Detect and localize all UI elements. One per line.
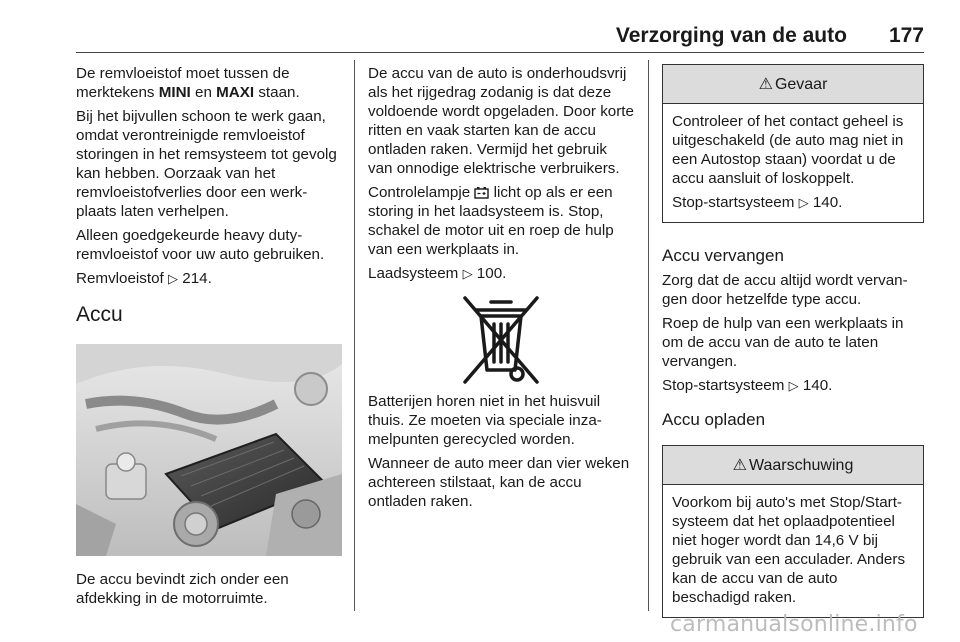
danger-box-header: ⚠ Gevaar [663,65,923,104]
reference-stop-start-1[interactable]: Stop-startsysteem ▷ 140. [672,194,843,211]
danger-box-text: Controleer of het contact geheel is uitgeschakeld (de auto mag niet in een Autostop staan) voordat u de accu aansluit of loskoppelt. [672,113,904,187]
crossed-out-wheelie-bin-icon [451,288,551,388]
paragraph-same-type: Zorg dat de accu altijd wordt vervangen door hetzelfde type accu. [662,272,908,308]
page-header [76,22,924,50]
page-reference-arrow-icon: ▷ [798,195,809,210]
column-3 [662,64,924,632]
column-divider-1 [354,60,355,611]
paragraph-maintenance-free: De accu van de auto is onderhoudsvrij als het rijgedrag zodanig is dat deze voldoende wordt opgeladen. Door korte ritten en vaak starten kan de accu ontladen raken. Vermijd het gebruik van onnodige elektrische verbruikers. [368,65,634,177]
page-reference-arrow-icon: ▷ [788,378,799,393]
paragraph-standing-still: Wanneer de auto meer dan vier weken achtereen stilstaat, kan de accu ontladen raken. [368,455,630,510]
warning-triangle-icon: ⚠ [758,75,773,93]
warning-box-header: ⚠ Waarschuwing [663,446,923,485]
reference-charging-system[interactable]: Laadsysteem ▷ 100. [368,265,507,282]
watermark: carmanualsonline.info [670,612,918,637]
paragraph-brake-fluid-level: De remvloeistof moet tussen de merktekens MINI en MAXI staan. [76,65,300,101]
warning-box-text: Voorkom bij auto's met Stop/Start-systeem dat het oplaadpotentieel niet hoger wordt dan 14,6 V bij gebruik van een acculader. Anders kan de accu van de auto beschadigd raken. [672,494,906,606]
section-heading-replace-battery: Accu vervangen [662,246,784,265]
reference-brake-fluid[interactable]: Remvloeistof ▷ 214. [76,270,212,287]
column-2 [368,64,634,516]
column-divider-2 [648,60,649,611]
section-heading-charge-battery: Accu opladen [662,410,766,429]
danger-box [662,64,924,223]
paragraph-workshop-replace: Roep de hulp van een werkplaats in om de accu van de auto te laten vervangen. [662,315,904,370]
section-heading-accu: Accu [76,303,123,326]
battery-warning-lamp-icon [474,186,489,199]
min-mark: MINI [158,84,191,101]
paragraph-warning-lamp: Controlelampje licht op als er een storing in het laadsysteem is. Stop, schakel de motor uit en roep de hulp van een werkplaats in. [368,184,614,258]
paragraph-refill-clean: Bij het bijvullen schoon te werk gaan, omdat verontreinigde remvloeistof storingen in het remsysteem tot gevolg kan hebben. Oorzaak van het remvloeistofverlies door een werkplaats laten verhelpen. [76,108,337,220]
warning-triangle-icon: ⚠ [732,456,747,474]
paragraph-heavy-duty: Alleen goedgekeurde heavy duty-remvloeistof voor uw auto gebruiken. [76,227,325,263]
paragraph-recycling: Batterijen horen niet in het huisvuil thuis. Ze moeten via speciale inzamelpunten gerecycled worden. [368,393,602,448]
header-rule [76,52,924,53]
section-title-header: Verzorging van de auto [615,24,847,47]
warning-box [662,445,924,618]
max-mark: MAXI [216,84,255,101]
page-number: 177 [888,24,924,47]
page-reference-arrow-icon: ▷ [168,271,179,286]
column-1 [76,64,342,613]
photo-caption: De accu bevindt zich onder een afdekking in de motorruimte. [76,571,289,607]
engine-bay-battery-photo [76,344,342,556]
page-reference-arrow-icon: ▷ [462,266,473,281]
reference-stop-start-2[interactable]: Stop-startsysteem ▷ 140. [662,377,833,394]
